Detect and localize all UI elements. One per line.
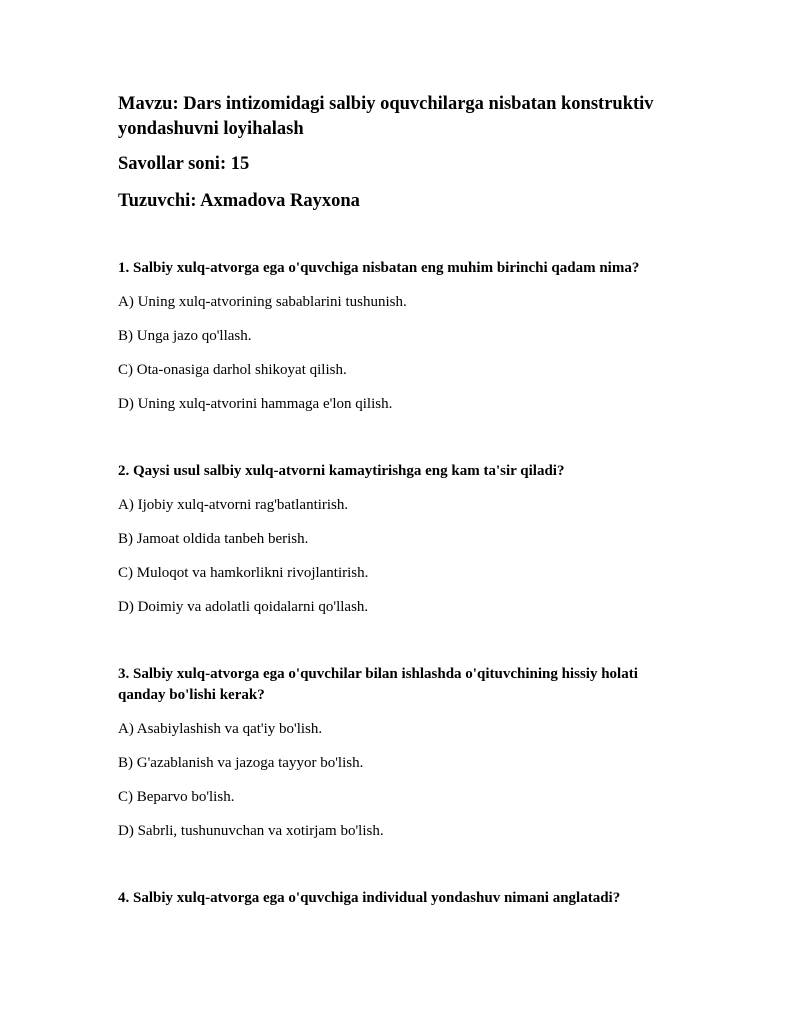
answer-option-a: A) Ijobiy xulq-atvorni rag'batlantirish. — [118, 497, 349, 513]
question-text: 1. Salbiy xulq-atvorga ega o'quvchiga nisbatan eng muhim birinchi qadam nima? — [118, 260, 640, 276]
question-block-3 — [118, 664, 688, 842]
answer-option-d: D) Uning xulq-atvorini hammaga e'lon qilish. — [118, 396, 393, 412]
answer-option-b: B) Unga jazo qo'llash. — [118, 328, 252, 344]
answer-option-b: B) G'azablanish va jazoga tayyor bo'lish. — [118, 755, 364, 771]
answer-option-d: D) Doimiy va adolatli qoidalarni qo'llash. — [118, 599, 369, 615]
question-block-4 — [118, 888, 688, 909]
answer-option-d: D) Sabrli, tushunuvchan va xotirjam bo'lish. — [118, 823, 384, 839]
answer-option-c: C) Beparvo bo'lish. — [118, 789, 235, 805]
answer-option-c: C) Ota-onasiga darhol shikoyat qilish. — [118, 362, 347, 378]
answer-option-c: C) Muloqot va hamkorlikni rivojlantirish. — [118, 565, 369, 581]
question-text: 4. Salbiy xulq-atvorga ega o'quvchiga individual yondashuv nimani anglatadi? — [118, 890, 621, 906]
document-page — [118, 92, 688, 955]
question-block-1 — [118, 258, 688, 415]
question-text: 2. Qaysi usul salbiy xulq-atvorni kamaytirishga eng kam ta'sir qiladi? — [118, 463, 565, 479]
author-line: Tuzuvchi: Axmadova Rayxona — [118, 191, 360, 211]
question-count: Savollar soni: 15 — [118, 154, 250, 174]
answer-option-a: A) Uning xulq-atvorining sabablarini tushunish. — [118, 294, 407, 310]
question-block-2 — [118, 461, 688, 618]
question-text: 3. Salbiy xulq-atvorga ega o'quvchilar bilan ishlashda o'qituvchining hissiy holati qanday bo'lishi kerak? — [118, 666, 638, 703]
answer-option-a: A) Asabiylashish va qat'iy bo'lish. — [118, 721, 323, 737]
answer-option-b: B) Jamoat oldida tanbeh berish. — [118, 531, 309, 547]
document-title: Mavzu: Dars intizomidagi salbiy oquvchilarga nisbatan konstruktiv yondashuvni loyihalash — [118, 94, 654, 139]
